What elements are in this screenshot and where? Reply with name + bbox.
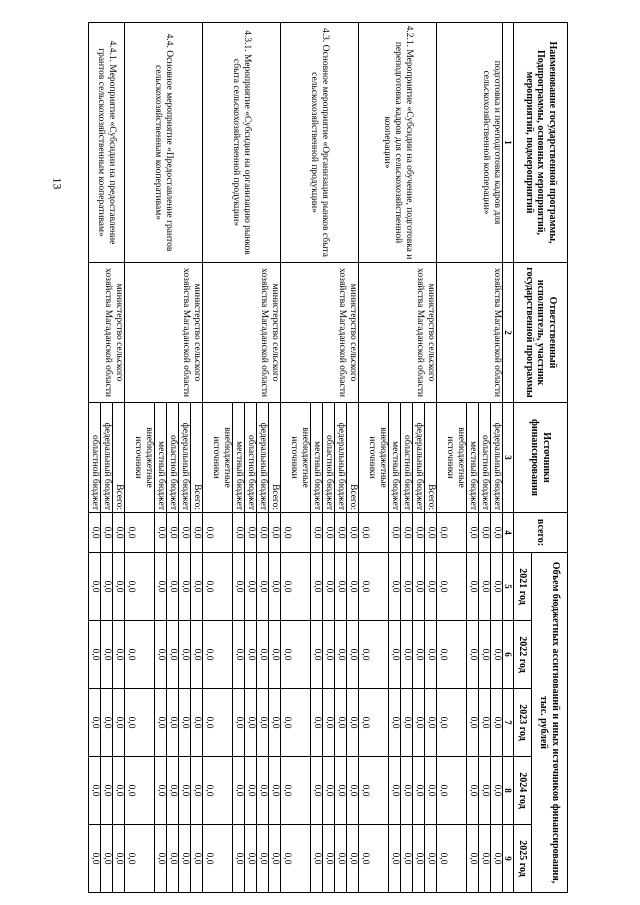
col-name-header: Наименование государственной программы, Подпрограммы, основных мероприятий, мероприятий, подмероприятий [514,23,568,263]
year-value: 0,0 [323,689,335,757]
activity-name: 4.3.1. Мероприятие «Субсидии на организацию рынков сбыта сельскохозяйственной продукции» [203,23,281,263]
year-value: 0,0 [347,553,359,621]
year-value: 0,0 [347,825,359,893]
year-value: 0,0 [113,757,125,825]
year-value: 0,0 [89,553,101,621]
activity-name: подготовка и переподготовка кадров для сельскохозяйственной кооперации» [437,23,503,263]
year-value: 0,0 [467,825,479,893]
year-value: 0,0 [401,553,413,621]
activity-name: 4.4.1. Мероприятие «Субсидии на предоставление грантов сельскохозяйственным кооперативам» [89,23,125,263]
col-executor-header: Ответственный исполнитель, участник государственной программы [514,263,568,403]
year-value: 0,0 [113,553,125,621]
year-value: 0,0 [389,621,401,689]
year-value: 0,0 [359,553,389,621]
year-value: 0,0 [101,757,113,825]
year-value: 0,0 [347,689,359,757]
executor: министерство сельского хозяйства Магаданской области [203,263,281,403]
year-value: 0,0 [269,553,281,621]
activity-name: 4.3. Основное мероприятие «Организация рынков сбыта сельскохозяйственной продукции» [281,23,359,263]
year-value: 0,0 [467,689,479,757]
total-value: 0,0 [245,513,257,553]
financing-table [88,22,568,893]
col-index: 7 [503,689,514,757]
year-value: 0,0 [323,825,335,893]
year-value: 0,0 [335,689,347,757]
executor: министерство сельского хозяйства Магаданской области [89,263,125,403]
total-value: 0,0 [155,513,167,553]
col-index: 4 [503,513,514,553]
year-value: 0,0 [155,621,167,689]
year-value: 0,0 [155,553,167,621]
year-value: 0,0 [89,757,101,825]
total-value: 0,0 [125,513,155,553]
year-value: 0,0 [437,757,467,825]
col-volume-header: Объем бюджетных ассигнований и иных источников финансирования, тыс. рублей [532,553,568,893]
year-value: 0,0 [491,825,503,893]
year-value: 0,0 [191,689,203,757]
year-value: 0,0 [479,825,491,893]
table-row [425,23,437,893]
year-value: 0,0 [233,757,245,825]
year-header: 2024 год [514,757,532,825]
funding-source: местный бюджет [233,403,245,513]
total-value: 0,0 [269,513,281,553]
activity-name: 4.4. Основное мероприятие «Предоставление грантов сельскохозяйственным кооперативам» [125,23,203,263]
table-body [89,23,503,893]
header-row [532,23,568,893]
year-value: 0,0 [233,621,245,689]
col-index: 5 [503,553,514,621]
year-value: 0,0 [413,689,425,757]
total-value: 0,0 [233,513,245,553]
total-value: 0,0 [101,513,113,553]
executor: министерство сельского хозяйства Магаданской области [125,263,203,403]
year-value: 0,0 [401,621,413,689]
year-header: 2022 год [514,621,532,689]
funding-source: внебюджетные источники [125,403,155,513]
funding-source: Всего: [191,403,203,513]
funding-source: федеральный бюджет [179,403,191,513]
table-row [191,23,203,893]
year-value: 0,0 [101,553,113,621]
col-index: 3 [503,403,514,513]
year-value: 0,0 [437,689,467,757]
total-value: 0,0 [113,513,125,553]
year-value: 0,0 [155,757,167,825]
table-row [269,23,281,893]
year-value: 0,0 [389,825,401,893]
year-value: 0,0 [413,825,425,893]
year-value: 0,0 [437,553,467,621]
year-value: 0,0 [281,621,311,689]
year-value: 0,0 [281,553,311,621]
year-value: 0,0 [233,553,245,621]
year-value: 0,0 [425,553,437,621]
year-value: 0,0 [281,757,311,825]
year-value: 0,0 [335,553,347,621]
year-value: 0,0 [179,621,191,689]
year-value: 0,0 [323,757,335,825]
year-value: 0,0 [125,553,155,621]
year-value: 0,0 [245,689,257,757]
funding-source: областной бюджет [401,403,413,513]
year-header: 2021 год [514,553,532,621]
funding-source: областной бюджет [323,403,335,513]
table-row [491,23,503,893]
year-value: 0,0 [101,621,113,689]
total-value: 0,0 [437,513,467,553]
year-value: 0,0 [203,553,233,621]
year-value: 0,0 [245,757,257,825]
year-value: 0,0 [179,757,191,825]
year-value: 0,0 [437,621,467,689]
funding-source: местный бюджет [311,403,323,513]
year-value: 0,0 [191,757,203,825]
total-value: 0,0 [179,513,191,553]
year-value: 0,0 [347,621,359,689]
funding-source: федеральный бюджет [413,403,425,513]
total-value: 0,0 [191,513,203,553]
funding-source: внебюджетные источники [437,403,467,513]
table-row [347,23,359,893]
year-value: 0,0 [389,757,401,825]
funding-source: Всего: [425,403,437,513]
year-value: 0,0 [113,621,125,689]
year-value: 0,0 [269,757,281,825]
year-value: 0,0 [479,621,491,689]
year-value: 0,0 [89,621,101,689]
year-value: 0,0 [467,553,479,621]
funding-source: внебюджетные источники [359,403,389,513]
total-value: 0,0 [389,513,401,553]
year-value: 0,0 [323,621,335,689]
year-value: 0,0 [425,825,437,893]
funding-source: местный бюджет [155,403,167,513]
year-value: 0,0 [113,689,125,757]
total-value: 0,0 [479,513,491,553]
total-value: 0,0 [281,513,311,553]
col-index: 2 [503,263,514,403]
year-value: 0,0 [155,825,167,893]
year-value: 0,0 [389,689,401,757]
total-value: 0,0 [203,513,233,553]
year-value: 0,0 [257,825,269,893]
year-value: 0,0 [191,825,203,893]
year-value: 0,0 [269,825,281,893]
total-value: 0,0 [89,513,101,553]
year-value: 0,0 [203,689,233,757]
year-value: 0,0 [491,621,503,689]
year-value: 0,0 [437,825,467,893]
year-value: 0,0 [425,689,437,757]
year-value: 0,0 [413,553,425,621]
year-value: 0,0 [323,553,335,621]
funding-source: Всего: [269,403,281,513]
page-number: 13 [50,177,65,190]
year-value: 0,0 [311,553,323,621]
year-value: 0,0 [257,757,269,825]
activity-name: 4.2.1. Мероприятие «Субсидии на обучение, подготовка и переподготовка кадров для сельскохозяйственной кооперации» [359,23,437,263]
year-value: 0,0 [179,825,191,893]
total-value: 0,0 [257,513,269,553]
year-value: 0,0 [167,621,179,689]
total-value: 0,0 [425,513,437,553]
year-value: 0,0 [491,757,503,825]
funding-source: областной бюджет [245,403,257,513]
year-value: 0,0 [281,825,311,893]
total-value: 0,0 [491,513,503,553]
total-value: 0,0 [413,513,425,553]
funding-source: федеральный бюджет [101,403,113,513]
year-value: 0,0 [359,621,389,689]
table-row [113,23,125,893]
year-value: 0,0 [413,757,425,825]
year-value: 0,0 [179,689,191,757]
year-value: 0,0 [89,689,101,757]
total-value: 0,0 [311,513,323,553]
year-value: 0,0 [245,553,257,621]
year-value: 0,0 [233,825,245,893]
year-value: 0,0 [467,757,479,825]
funding-source: местный бюджет [467,403,479,513]
year-header: 2023 год [514,689,532,757]
total-value: 0,0 [359,513,389,553]
year-value: 0,0 [401,757,413,825]
index-row [503,23,514,893]
funding-source: областной бюджет [479,403,491,513]
funding-source: федеральный бюджет [491,403,503,513]
year-value: 0,0 [257,553,269,621]
year-value: 0,0 [389,553,401,621]
col-total-header: всего: [514,513,568,553]
year-value: 0,0 [101,689,113,757]
year-value: 0,0 [191,621,203,689]
col-index: 9 [503,825,514,893]
year-value: 0,0 [425,757,437,825]
year-header: 2025 год [514,825,532,893]
year-value: 0,0 [425,621,437,689]
year-value: 0,0 [311,825,323,893]
year-value: 0,0 [203,757,233,825]
total-value: 0,0 [335,513,347,553]
funding-source: федеральный бюджет [335,403,347,513]
year-value: 0,0 [359,757,389,825]
year-value: 0,0 [335,621,347,689]
funding-source: областной бюджет [89,403,101,513]
year-value: 0,0 [125,757,155,825]
year-value: 0,0 [311,689,323,757]
year-value: 0,0 [257,689,269,757]
year-value: 0,0 [359,825,389,893]
landscape-page [68,22,568,892]
year-value: 0,0 [311,757,323,825]
year-value: 0,0 [179,553,191,621]
year-value: 0,0 [233,689,245,757]
funding-source: внебюджетные источники [203,403,233,513]
year-value: 0,0 [269,621,281,689]
funding-source: федеральный бюджет [257,403,269,513]
year-value: 0,0 [479,757,491,825]
col-index: 8 [503,757,514,825]
year-value: 0,0 [401,825,413,893]
col-index: 1 [503,23,514,263]
year-value: 0,0 [269,689,281,757]
year-value: 0,0 [335,825,347,893]
year-value: 0,0 [245,621,257,689]
year-value: 0,0 [491,689,503,757]
year-value: 0,0 [479,553,491,621]
year-value: 0,0 [491,553,503,621]
funding-source: местный бюджет [389,403,401,513]
year-value: 0,0 [479,689,491,757]
total-value: 0,0 [467,513,479,553]
funding-source: внебюджетные источники [281,403,311,513]
year-value: 0,0 [401,689,413,757]
executor: министерство сельского хозяйства Магаданской области [359,263,437,403]
year-value: 0,0 [167,757,179,825]
year-value: 0,0 [203,621,233,689]
year-value: 0,0 [257,621,269,689]
year-value: 0,0 [413,621,425,689]
year-value: 0,0 [167,553,179,621]
total-value: 0,0 [323,513,335,553]
col-source-header: Источники финансирования [514,403,568,513]
year-value: 0,0 [167,689,179,757]
funding-source: Всего: [113,403,125,513]
year-value: 0,0 [335,757,347,825]
total-value: 0,0 [401,513,413,553]
total-value: 0,0 [347,513,359,553]
year-value: 0,0 [359,689,389,757]
year-value: 0,0 [155,689,167,757]
year-value: 0,0 [113,825,125,893]
year-value: 0,0 [101,825,113,893]
funding-source: областной бюджет [167,403,179,513]
year-value: 0,0 [347,757,359,825]
year-value: 0,0 [311,621,323,689]
year-value: 0,0 [125,689,155,757]
executor: министерство сельского хозяйства Магаданской области [281,263,359,403]
year-value: 0,0 [125,825,155,893]
year-value: 0,0 [125,621,155,689]
funding-source: Всего: [347,403,359,513]
year-value: 0,0 [281,689,311,757]
year-value: 0,0 [89,825,101,893]
year-value: 0,0 [191,553,203,621]
year-value: 0,0 [245,825,257,893]
year-value: 0,0 [203,825,233,893]
col-index: 6 [503,621,514,689]
year-value: 0,0 [167,825,179,893]
total-value: 0,0 [167,513,179,553]
year-value: 0,0 [467,621,479,689]
executor: хозяйства Магаданской области [437,263,503,403]
